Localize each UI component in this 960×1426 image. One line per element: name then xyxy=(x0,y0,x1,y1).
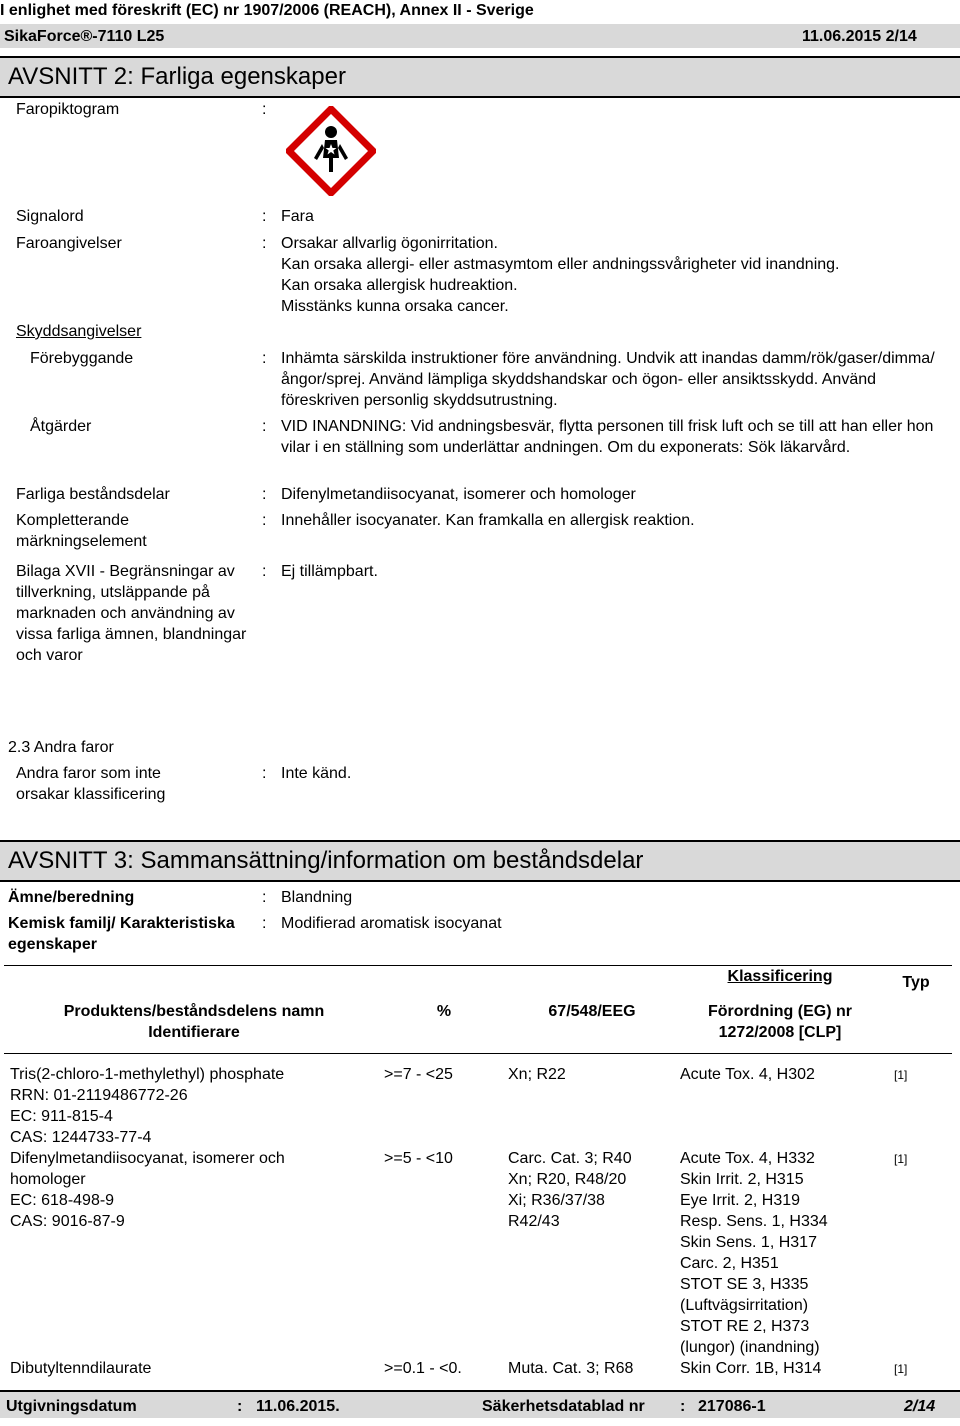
annex-value: Ej tillämpbart. xyxy=(281,563,378,580)
family-value: Modifierad aromatisk isocyanat xyxy=(281,915,502,932)
colon: : xyxy=(262,889,267,906)
percent-header: % xyxy=(436,1003,452,1020)
component-percent: >=7 - <25 xyxy=(384,1065,453,1083)
component-percent: >=5 - <10 xyxy=(384,1149,453,1167)
section-2-bar xyxy=(0,56,960,98)
component-clp: (Luftvägsirritation) xyxy=(680,1296,809,1314)
hazard-line: Orsakar allvarlig ögonirritation. xyxy=(281,235,498,252)
issue-date-label: Utgivningsdatum xyxy=(6,1398,137,1415)
component-eeg: Xn; R20, R48/20 xyxy=(508,1170,627,1188)
colon: : xyxy=(262,486,267,503)
colon: : xyxy=(262,101,267,118)
component-clp: Acute Tox. 4, H302 xyxy=(680,1065,815,1083)
hazard-line: Misstänks kunna orsaka cancer. xyxy=(281,298,509,315)
colon: : xyxy=(262,208,267,225)
component-clp: (lungor) (inandning) xyxy=(680,1338,820,1356)
table-row xyxy=(4,1053,952,1148)
hazard-line: Kan orsaka allergi- eller astmasymtom eller andningssvårigheter vid inandning. xyxy=(281,256,840,273)
component-clp: Eye Irrit. 2, H319 xyxy=(680,1191,801,1209)
component-type: [1] xyxy=(894,1151,908,1166)
colon: : xyxy=(680,1398,686,1415)
component-clp: Carc. 2, H351 xyxy=(680,1254,779,1272)
footer-bar xyxy=(0,1390,960,1418)
colon: : xyxy=(262,915,267,932)
prevention-text: Inhämta särskilda instruktioner före användning. Undvik att inandas damm/rök/gaser/dimma/ångor/sprej. Använd lämpliga skyddshandskar och ögon- eller ansiktsskydd. Använd föreskriven personlig skyddsutrustning. xyxy=(281,350,935,409)
component-id: EC: 911-815-4 xyxy=(10,1107,113,1125)
substance-label: Ämne/beredning xyxy=(8,889,135,906)
prevention-label: Förebyggande xyxy=(30,350,134,367)
component-eeg: Xn; R22 xyxy=(508,1065,566,1083)
hazard-statements xyxy=(281,233,953,317)
composition-table xyxy=(4,965,952,1380)
classification-header: Klassificering xyxy=(727,968,833,985)
hazardous-value: Difenylmetandiisocyanat, isomerer och homologer xyxy=(281,486,636,503)
component-name: Difenylmetandiisocyanat, isomerer och homologer xyxy=(10,1149,285,1188)
colon: : xyxy=(262,765,267,782)
sds-number-label: Säkerhetsdatablad nr xyxy=(482,1398,645,1415)
component-eeg: Xi; R36/37/38 xyxy=(508,1191,605,1209)
section-2-title: AVSNITT 2: Farliga egenskaper xyxy=(8,63,346,90)
regulation-header: I enlighet med föreskrift (EC) nr 1907/2006 (REACH), Annex II - Sverige xyxy=(0,2,534,19)
date-page: 11.06.2015 2/14 xyxy=(802,28,917,45)
component-percent: >=0.1 - <0. xyxy=(384,1359,462,1377)
hazardous-label: Farliga beståndsdelar xyxy=(16,486,170,503)
component-eeg: Carc. Cat. 3; R40 xyxy=(508,1149,632,1167)
page-number: 2/14 xyxy=(904,1398,936,1415)
component-clp: Resp. Sens. 1, H334 xyxy=(680,1212,828,1230)
response-label: Åtgärder xyxy=(30,418,92,435)
component-type: [1] xyxy=(894,1361,908,1376)
other-hazards-value: Inte känd. xyxy=(281,765,352,782)
clp-header: Förordning (EG) nr 1272/2008 [CLP] xyxy=(708,1003,852,1041)
supplemental-value: Innehåller isocyanater. Kan framkalla en allergisk reaktion. xyxy=(281,512,695,529)
issue-date-value: 11.06.2015. xyxy=(256,1398,340,1415)
component-eeg: Muta. Cat. 3; R68 xyxy=(508,1359,634,1377)
component-clp: Skin Corr. 1B, H314 xyxy=(680,1359,822,1377)
section-3-title: AVSNITT 3: Sammansättning/information om beståndsdelar xyxy=(8,847,644,874)
colon: : xyxy=(262,563,267,580)
component-clp: Skin Sens. 1, H317 xyxy=(680,1233,817,1251)
signal-value: Fara xyxy=(281,208,314,225)
product-name: SikaForce®-7110 L25 xyxy=(4,28,165,45)
product-header-bar xyxy=(0,24,960,48)
health-hazard-icon xyxy=(286,106,376,196)
annex-label: Bilaga XVII - Begränsningar av tillverkning, utsläppande på marknaden och användning av vissa farliga ämnen, blandningar och varor xyxy=(16,563,247,664)
component-clp: Skin Irrit. 2, H315 xyxy=(680,1170,804,1188)
component-clp: STOT SE 3, H335 xyxy=(680,1275,809,1293)
component-id: CAS: 9016-87-9 xyxy=(10,1212,125,1230)
component-clp: Acute Tox. 4, H332 xyxy=(680,1149,815,1167)
signal-label: Signalord xyxy=(16,208,84,225)
hazard-label: Faroangivelser xyxy=(16,235,122,252)
response-text: VID INANDNING: Vid andningsbesvär, flytta personen till frisk luft och se till att han eller hon vilar i en ställning som underlättar andningen. Om du exponerats: Sök läkarvård. xyxy=(281,418,934,456)
component-eeg: R42/43 xyxy=(508,1212,560,1230)
precaution-label: Skyddsangivelser xyxy=(16,323,142,340)
sds-number-value: 217086-1 xyxy=(698,1398,766,1415)
colon: : xyxy=(262,235,267,252)
table-row xyxy=(4,1358,952,1380)
component-id: RRN: 01-2119486772-26 xyxy=(10,1086,188,1104)
supplemental-label: Kompletterande märkningselement xyxy=(16,512,147,550)
name-header: Produktens/beståndsdelens namn Identifierare xyxy=(63,1003,325,1041)
substance-value: Blandning xyxy=(281,889,353,906)
colon: : xyxy=(262,350,267,367)
component-clp: STOT RE 2, H373 xyxy=(680,1317,810,1335)
component-name: Dibutyltenndilaurate xyxy=(10,1359,152,1377)
eeg-header: 67/548/EEG xyxy=(548,1003,636,1020)
component-id: EC: 618-498-9 xyxy=(10,1191,115,1209)
section-3-bar xyxy=(0,840,960,882)
pictogram-label: Faropiktogram xyxy=(16,101,120,118)
type-header: Typ xyxy=(902,974,930,991)
component-name: Tris(2-chloro-1-methylethyl) phosphate xyxy=(10,1065,285,1083)
colon: : xyxy=(262,512,267,529)
colon: : xyxy=(262,418,267,435)
other-hazards-heading: 2.3 Andra faror xyxy=(8,739,114,756)
other-hazards-label: Andra faror som inte orsakar klassificering xyxy=(16,765,166,803)
colon: : xyxy=(237,1398,243,1415)
family-label: Kemisk familj/ Karakteristiska egenskaper xyxy=(8,915,235,953)
component-id: CAS: 1244733-77-4 xyxy=(10,1128,152,1146)
hazard-line: Kan orsaka allergisk hudreaktion. xyxy=(281,277,518,294)
component-type: [1] xyxy=(894,1067,908,1082)
table-row xyxy=(4,1148,952,1358)
